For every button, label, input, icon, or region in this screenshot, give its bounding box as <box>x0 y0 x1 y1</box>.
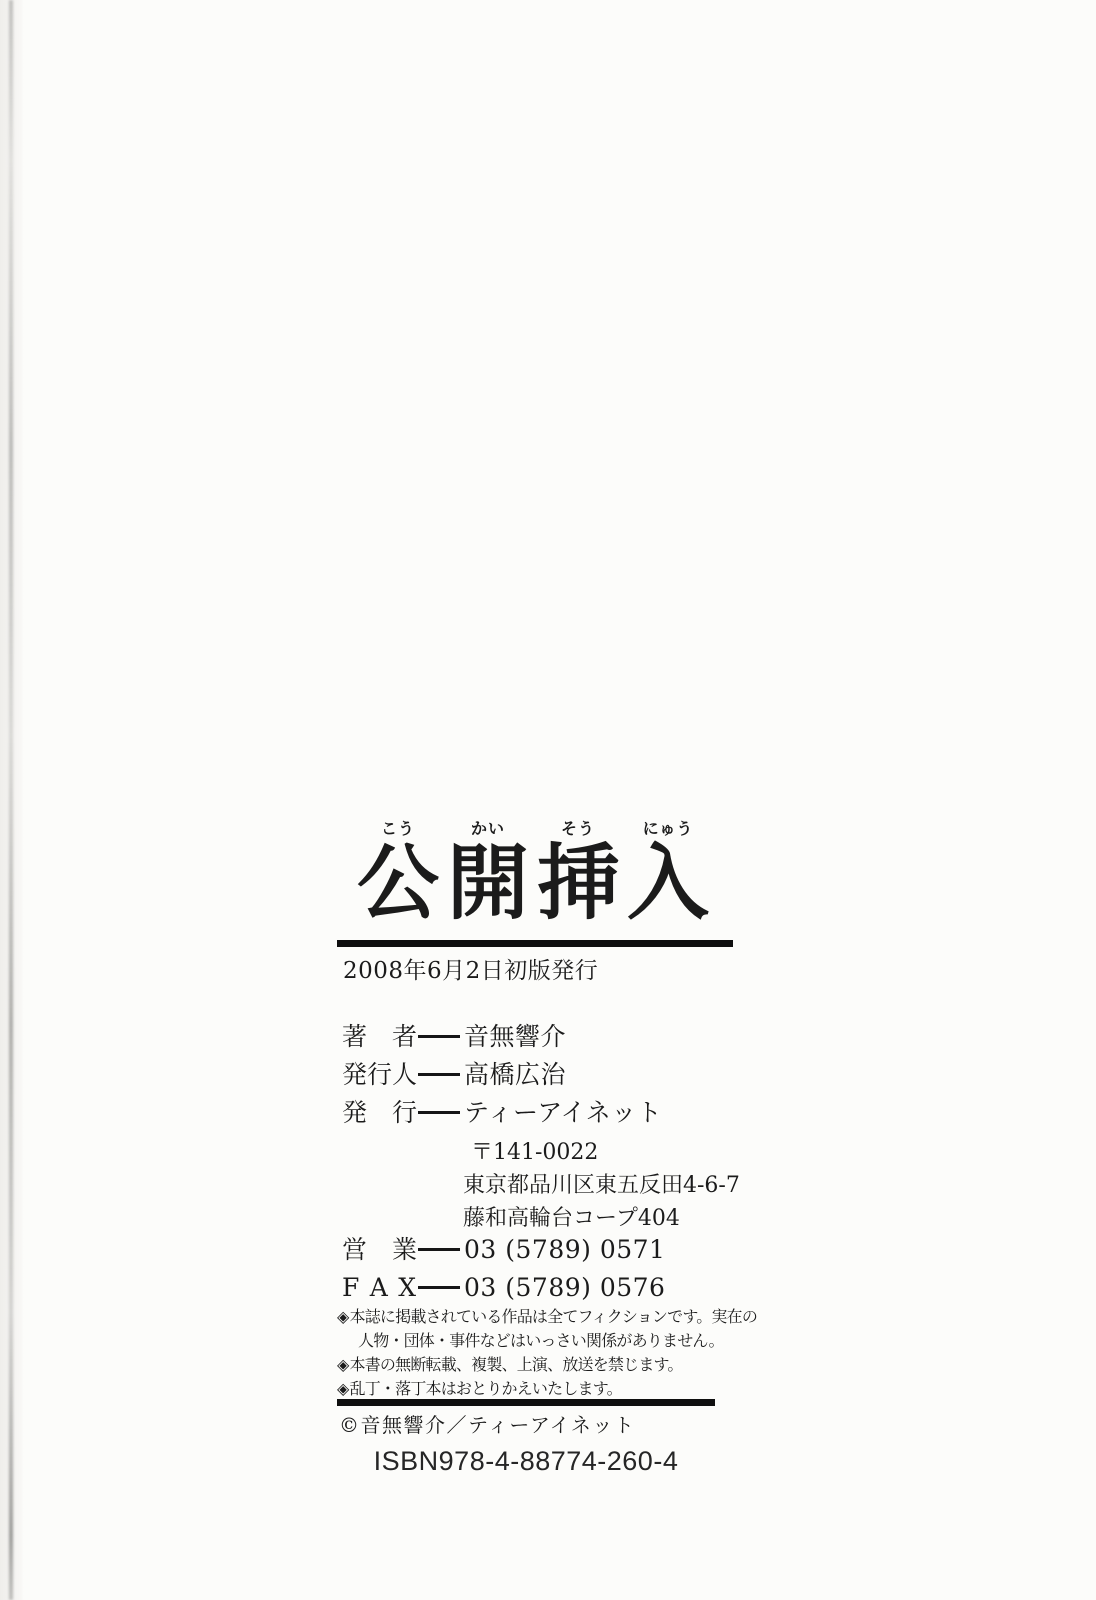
publisher-row <box>337 1098 733 1136</box>
row-label: 著 者 <box>342 1022 418 1052</box>
furigana-label: かい <box>470 819 505 838</box>
notices-list <box>337 1305 758 1401</box>
furigana-label: そう <box>560 819 595 838</box>
row-dash <box>418 1073 460 1076</box>
title-char <box>353 818 443 931</box>
notice-text: 本誌に掲載されている作品は全てフィクションです。実在の <box>349 1307 758 1327</box>
copyright-line: ©音無響介／ティーアイネット <box>339 1413 636 1438</box>
row-label: F A X <box>342 1273 416 1303</box>
title-char <box>443 818 533 931</box>
diamond-marker-icon: ◈ <box>337 1307 349 1327</box>
row-value: ティーアイネット <box>464 1098 663 1128</box>
address-line-1: 東京都品川区東五反田4-6-7 <box>463 1173 740 1199</box>
book-spine-shadow-line <box>9 0 13 1600</box>
diamond-marker-icon: ◈ <box>337 1379 349 1399</box>
notice-item <box>337 1353 733 1377</box>
postal-code: 〒141-0022 <box>471 1140 599 1166</box>
edition-date: 2008年6月2日初版発行 <box>343 958 599 985</box>
publisher-address <box>463 1136 740 1235</box>
title-underline-rule <box>337 940 733 947</box>
notice-text: 乱丁・落丁本はおとりかえいたします。 <box>349 1379 622 1399</box>
title-kanji: 公 <box>356 835 439 931</box>
row-label: 発 行 <box>342 1098 418 1128</box>
title-char <box>623 818 713 931</box>
author-row <box>337 1022 733 1060</box>
row-label: 発行人 <box>342 1060 418 1090</box>
title-char <box>533 818 623 931</box>
notice-item-continuation <box>337 1329 733 1353</box>
row-label: 営 業 <box>342 1235 418 1265</box>
notice-text: 本書の無断転載、複製、上演、放送を禁じます。 <box>349 1355 683 1375</box>
furigana-label: にゅう <box>642 819 694 838</box>
address-line-2: 藤和高輪台コープ404 <box>463 1206 680 1232</box>
sales-phone-row <box>337 1235 733 1273</box>
row-value: 音無響介 <box>464 1022 567 1052</box>
furigana-label: こう <box>380 819 415 838</box>
notice-text: 人物・団体・事件などはいっさい関係がありません。 <box>358 1331 724 1351</box>
row-dash <box>418 1111 460 1114</box>
colophon-content <box>337 818 758 1477</box>
title-kanji: 開 <box>446 835 529 931</box>
notice-item <box>337 1377 733 1401</box>
row-value: 03 (5789) 0576 <box>464 1273 666 1303</box>
row-dash <box>418 1248 460 1251</box>
publication-info <box>337 1022 740 1311</box>
row-value: 03 (5789) 0571 <box>464 1235 666 1265</box>
row-value: 高橋広治 <box>464 1060 567 1090</box>
book-title <box>337 818 733 931</box>
row-dash <box>418 1035 460 1038</box>
publisher-person-row <box>337 1060 733 1098</box>
title-kanji: 入 <box>626 835 709 931</box>
row-dash <box>418 1286 460 1289</box>
title-kanji: 挿 <box>536 835 619 931</box>
isbn-number: ISBN978-4-88774-260-4 <box>373 1446 679 1477</box>
notice-item <box>337 1305 758 1329</box>
diamond-marker-icon: ◈ <box>337 1355 349 1375</box>
